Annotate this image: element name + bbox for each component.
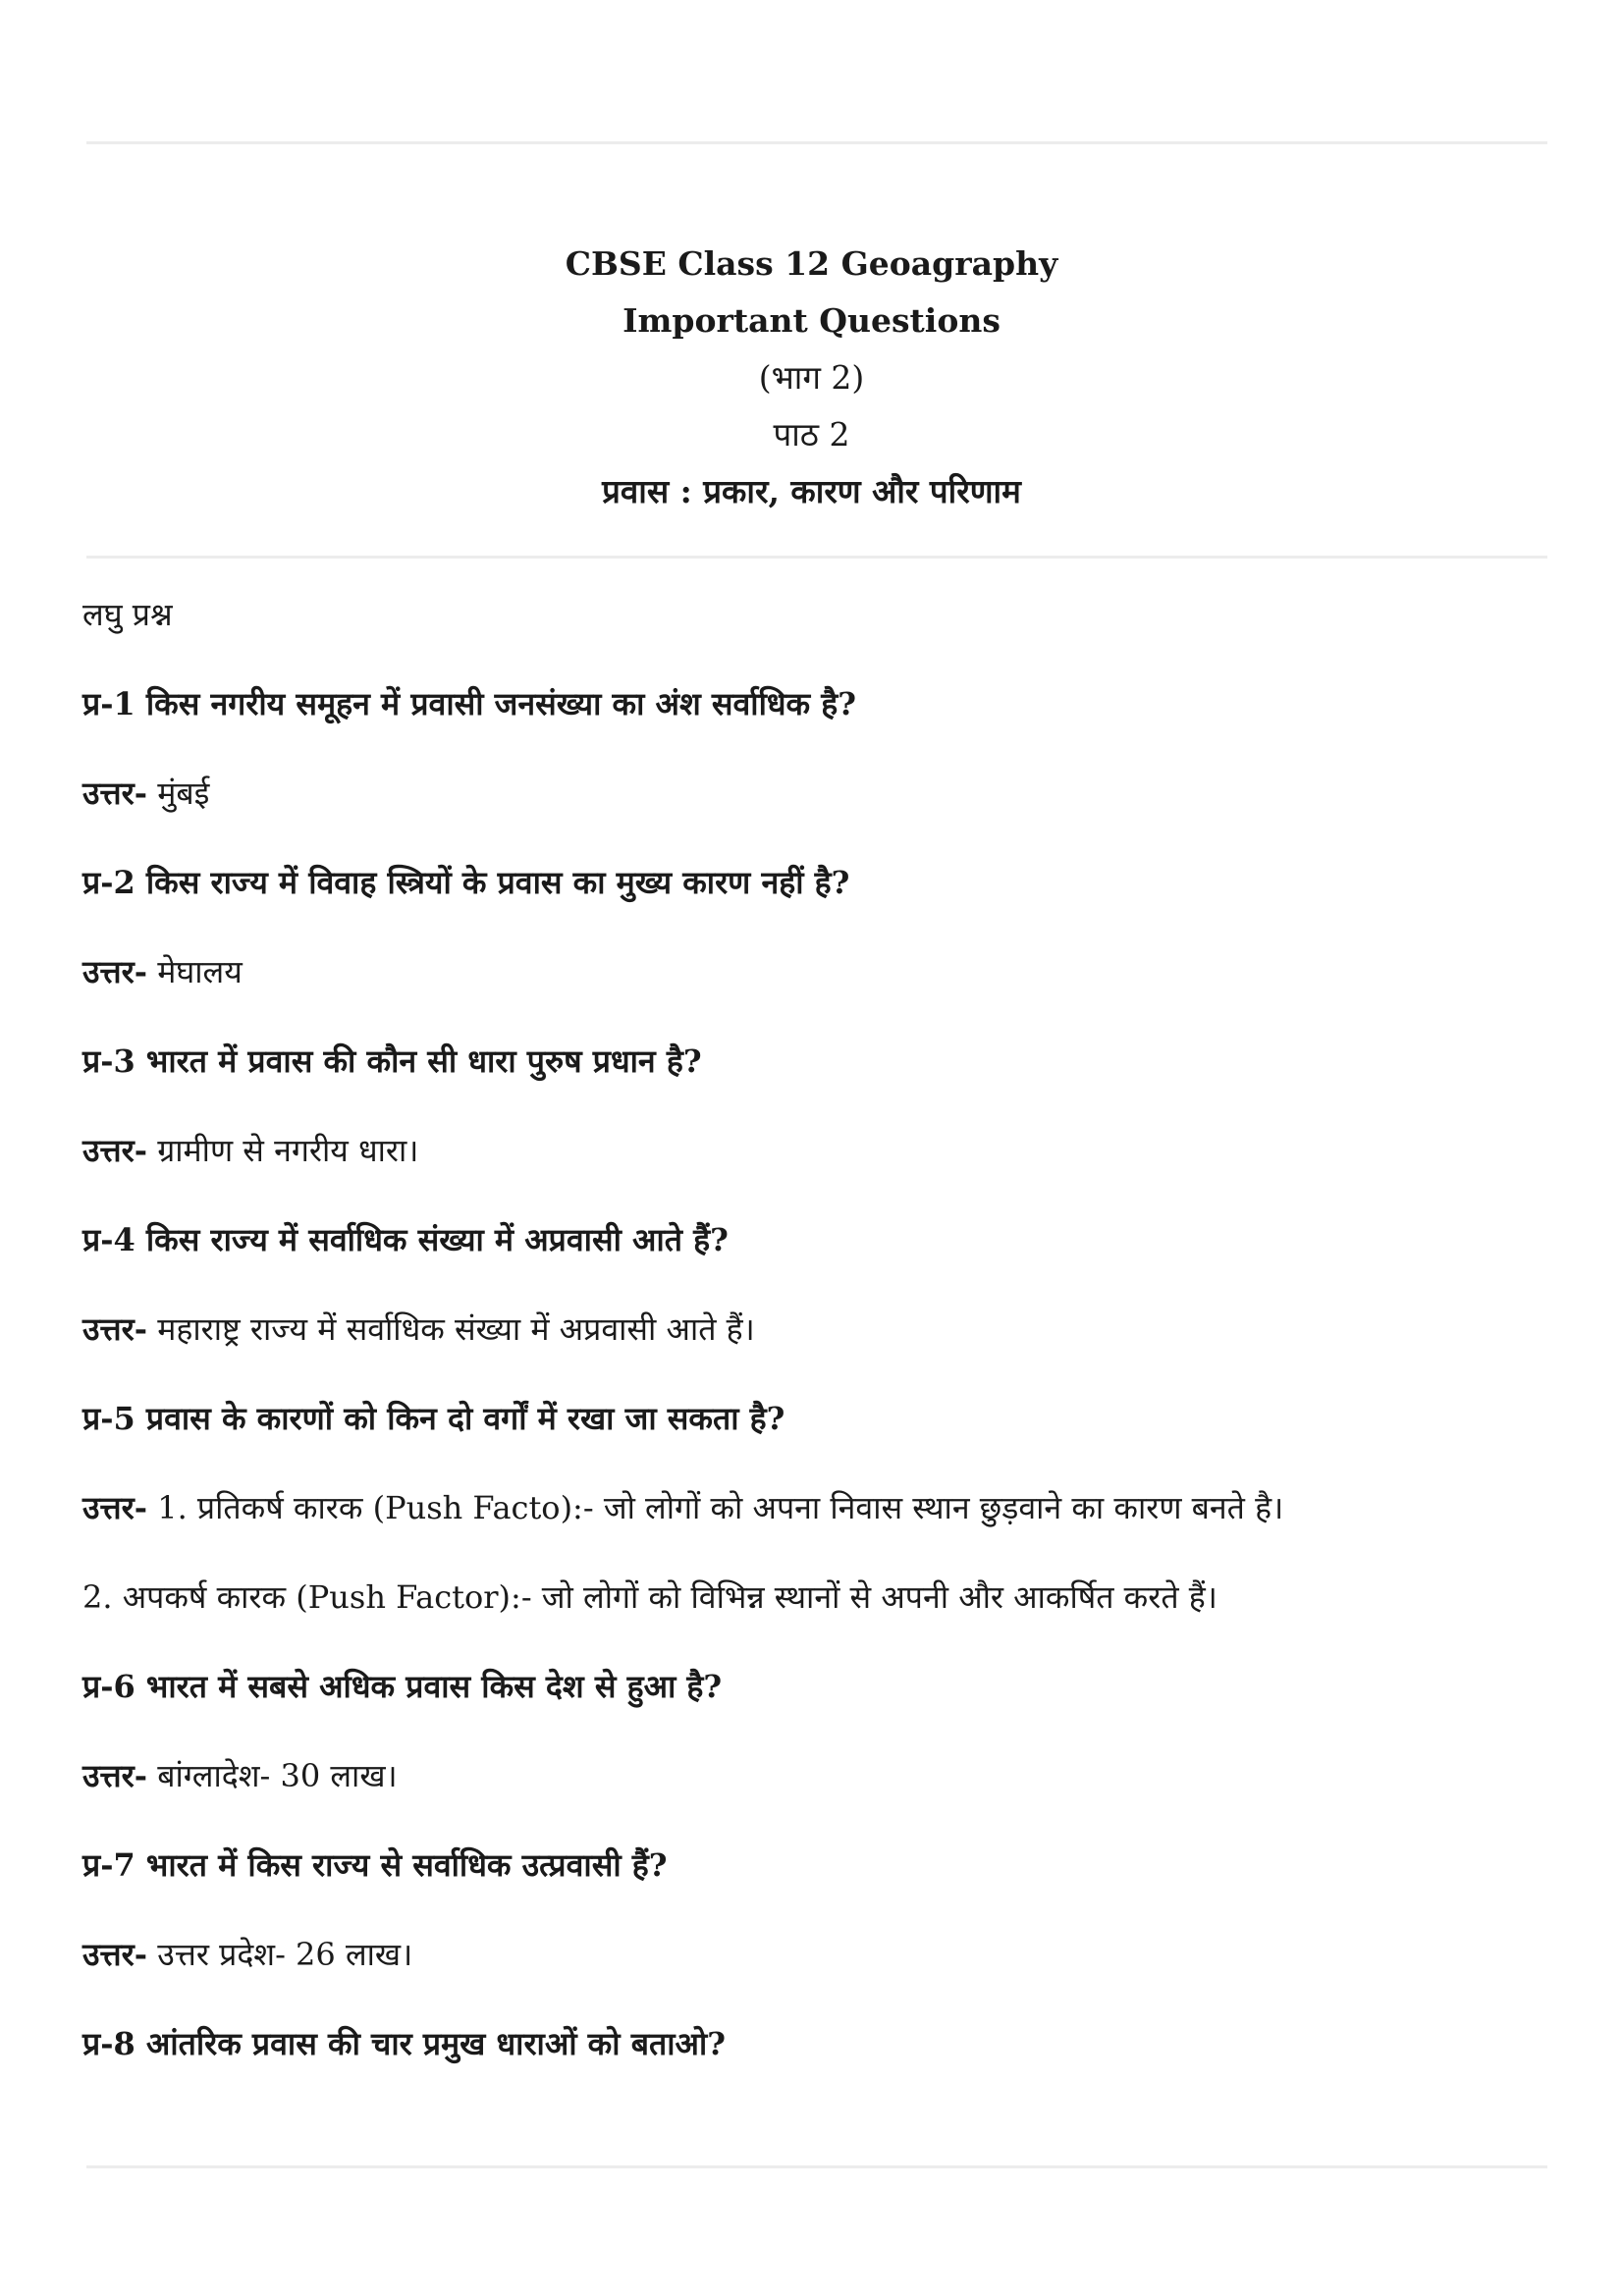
question-6: प्र-6 भारत में सबसे अधिक प्रवास किस देश से हुआ है?: [82, 1668, 723, 1705]
header-divider: [86, 556, 1547, 559]
document-header: [0, 236, 1623, 520]
answer-label: उत्तर-: [82, 1936, 148, 1973]
answer-1: [82, 772, 1536, 815]
answer-5: [82, 1486, 1536, 1529]
answer-label: उत्तर-: [82, 1489, 148, 1526]
answer-label: उत्तर-: [82, 774, 148, 812]
answer-text: ग्रामीण से नगरीय धारा।: [147, 1132, 419, 1169]
chapter-title: प्रवास : प्रकार, कारण और परिणाम: [602, 472, 1021, 510]
answer-label: उत्तर-: [82, 1132, 148, 1169]
part-label: (भाग 2): [758, 358, 865, 397]
document-body: [82, 593, 1536, 2111]
document-title: CBSE Class 12 Geoagraphy: [565, 244, 1058, 283]
document-subtitle: Important Questions: [622, 301, 1001, 340]
answer-label: उत्तर-: [82, 953, 148, 990]
answer-4: [82, 1308, 1536, 1351]
answer-text: मेघालय: [147, 953, 243, 990]
question-8: प्र-8 आंतरिक प्रवास की चार प्रमुख धाराओं को बताओ?: [82, 2025, 726, 2062]
answer-label: उत्तर-: [82, 1757, 148, 1794]
answer-5-continued: 2. अपकर्ष कारक (Push Factor):- जो लोगों को विभिन्न स्थानों से अपनी और आकर्षित करते हैं।: [82, 1578, 1217, 1616]
answer-text: मुंबई: [147, 774, 210, 812]
question-3: प्र-3 भारत में प्रवास की कौन सी धारा पुरुष प्रधान है?: [82, 1042, 702, 1080]
answer-6: [82, 1754, 1536, 1797]
section-label: लघु प्रश्न: [82, 596, 173, 633]
answer-text: 1. प्रतिकर्ष कारक (Push Facto):- जो लोगों को अपना निवास स्थान छुड़वाने का कारण बनते है।: [147, 1489, 1284, 1526]
question-4: प्र-4 किस राज्य में सर्वाधिक संख्या में अप्रवासी आते हैं?: [82, 1221, 729, 1258]
answer-text: महाराष्ट्र राज्य में सर्वाधिक संख्या में अप्रवासी आते हैं।: [147, 1310, 755, 1348]
answer-2: [82, 950, 1536, 993]
top-divider: [86, 141, 1547, 144]
lesson-label: पाठ 2: [773, 415, 850, 454]
question-2: प्र-2 किस राज्य में विवाह स्त्रियों के प्रवास का मुख्य कारण नहीं है?: [82, 864, 850, 901]
question-1: प्र-1 किस नगरीय समूहन में प्रवासी जनसंख्या का अंश सर्वाधिक है?: [82, 685, 857, 722]
question-7: प्र-7 भारत में किस राज्य से सर्वाधिक उत्प्रवासी हैं?: [82, 1846, 668, 1884]
answer-text: बांग्लादेश- 30 लाख।: [147, 1757, 398, 1794]
bottom-divider: [86, 2165, 1547, 2168]
answer-text: उत्तर प्रदेश- 26 लाख।: [147, 1936, 413, 1973]
question-5: प्र-5 प्रवास के कारणों को किन दो वर्गों में रखा जा सकता है?: [82, 1400, 785, 1437]
answer-label: उत्तर-: [82, 1310, 148, 1348]
answer-7: [82, 1933, 1536, 1976]
answer-3: [82, 1129, 1536, 1172]
